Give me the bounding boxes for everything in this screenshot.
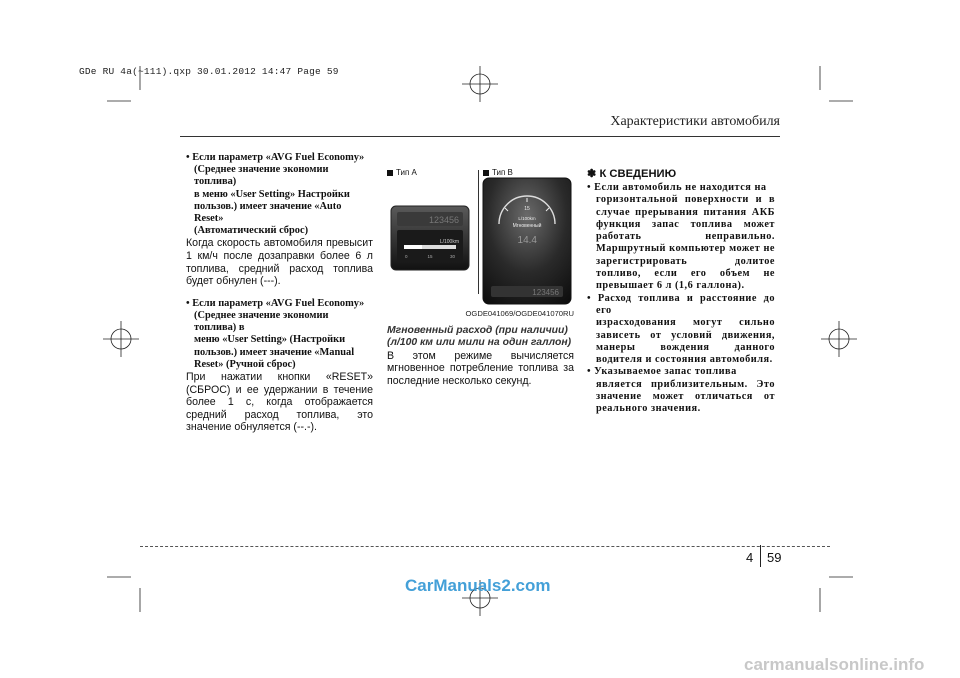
info-item-first-line: • Расход топлива и расстояние до его: [587, 292, 775, 316]
gauge-b-scale: 15: [524, 206, 530, 212]
gauge-a-odometer: 123456: [428, 215, 459, 225]
manual-reset-paragraph: При нажатии кнопки «RESET» (СБРОС) и ее удержании в течение более 1 с, когда отображается средний расход топлива, это значение обнуляется (--.-).: [186, 371, 373, 434]
info-item-text: горизонтальной поверхности и в случае прерывания питания АКБ функция запас топлива может работать неправильно. Маршрутный компьютер может не зарегистрировать долитое топливо, если его объем не превышает 6 л (1,6 галлона).: [596, 194, 775, 292]
heading-line: Reset» (Ручной сброс): [194, 358, 296, 370]
gauge-a-tick: 0: [405, 254, 408, 259]
gauge-a-unit: L/100km: [439, 239, 459, 245]
gauge-a-tick: 15: [427, 254, 433, 259]
section-title: Характеристики автомобиля: [610, 114, 780, 129]
column-1: [186, 152, 373, 434]
gauge-b-label: Мгновенный: [512, 223, 542, 229]
watermark-link[interactable]: CarManuals2.com: [405, 576, 551, 595]
instant-consumption-heading: Мгновенный расход (при наличии) (л/100 км или мили на один галлон): [387, 325, 572, 349]
heading-line: пользов.) имеет значение «Manual: [194, 346, 355, 358]
chapter-number: 4: [746, 550, 754, 565]
bullet-auto-reset-heading: [186, 152, 373, 237]
heading-line: (Среднее значение экономии топлива): [194, 164, 329, 188]
auto-reset-paragraph: Когда скорость автомобиля превысит 1 км/ч после дозаправки более 6 л топлива, средний расход топлива будет обнулен (---).: [186, 237, 373, 288]
gauge-a-tick: 30: [449, 254, 455, 259]
heading-line: в меню «User Setting» Настройки: [194, 188, 350, 200]
type-b-label: Тип B: [492, 168, 513, 177]
info-item-first-line: • Указываемое запас топлива: [587, 366, 737, 378]
page-number: 59: [767, 550, 782, 565]
info-item-text: является приблизительным. Это значение может отличаться от реального значения.: [596, 378, 775, 415]
heading-line: (Автоматический сброс): [194, 225, 309, 237]
info-item-text: израсходования могут сильно зависеть от условий движения, манеры вождения данного водителя и состояния автомобиля.: [596, 317, 775, 366]
heading-line: • Если параметр «AVG Fuel Economy»: [186, 297, 365, 309]
heading-line: • Если параметр «AVG Fuel Economy»: [186, 152, 365, 163]
bullet-manual-reset-heading: [186, 298, 373, 371]
heading-line: (Среднее значение экономии топлива) в: [194, 310, 329, 334]
gauge-b-odometer: 123456: [532, 288, 559, 297]
footer-dashed-rule: [140, 546, 830, 547]
gauge-illustrations: [387, 168, 574, 310]
info-item: [587, 293, 775, 367]
instant-consumption-paragraph: В этом режиме вычисляется мгновенное потребление топлива за последние несколько секунд.: [387, 349, 574, 387]
info-item-first-line: • Если автомобиль не находится на: [587, 182, 767, 193]
info-title: ✽ К СВЕДЕНИЮ: [587, 168, 677, 180]
gauge-b-unit: L/100km: [518, 216, 536, 221]
print-slug: GDe RU 4a(~111).qxp 30.01.2012 14:47 Page 59: [79, 66, 339, 77]
figure-gauges: [387, 168, 574, 318]
watermark-corner[interactable]: carmanualsonline.info: [744, 655, 925, 674]
column-2: [387, 168, 574, 388]
type-a-label: Тип A: [396, 168, 417, 177]
column-3-info: [587, 167, 775, 416]
info-item: [587, 366, 775, 415]
image-code: OGDE041069/OGDE041070RU: [465, 309, 574, 318]
info-item: [587, 182, 775, 293]
page-number-separator: [760, 545, 761, 567]
heading-line: пользов.) имеет значение «Auto Reset»: [194, 200, 342, 225]
heading-line: меню «User Setting» (Настройки: [194, 334, 346, 346]
header-rule: [180, 136, 780, 137]
gauge-b-value: 14.4: [517, 235, 537, 246]
